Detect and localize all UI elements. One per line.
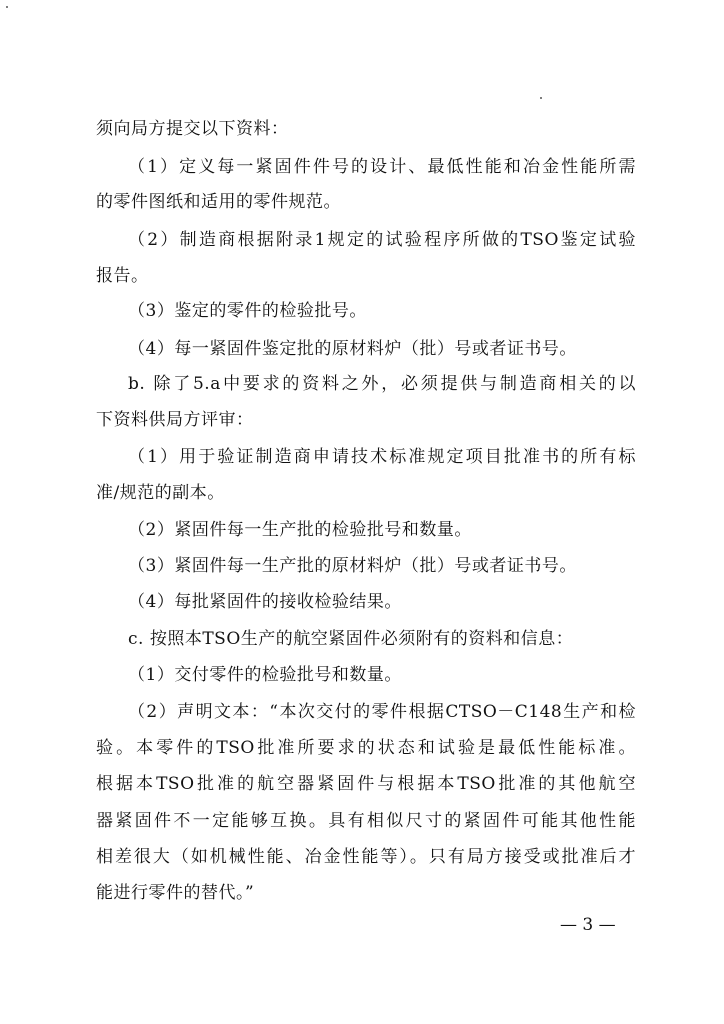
text-line-4: （2）制造商根据附录1规定的试验程序所做的TSO鉴定试验: [128, 230, 636, 250]
text-line-6: （3）鉴定的零件的检验批号。: [128, 301, 367, 321]
text-line-15: c. 按照本TSO生产的航空紧固件必须附有的资料和信息：: [128, 629, 574, 649]
text-line-18: 验。本零件的TSO批准所要求的状态和试验是最低性能标准。: [96, 738, 636, 758]
text-line-17: （2）声明文本：“本次交付的零件根据CTSO－C148生产和检: [128, 702, 636, 722]
text-line-7: （4）每一紧固件鉴定批的原材料炉（批）号或者证书号。: [128, 339, 577, 359]
page-number: — 3 —: [560, 915, 616, 935]
text-line-19: 根据本TSO批准的航空器紧固件与根据本TSO批准的其他航空: [96, 774, 636, 794]
text-line-11: 准/规范的副本。: [96, 483, 225, 503]
text-line-12: （2）紧固件每一生产批的检验批号和数量。: [128, 520, 472, 540]
scan-artifact: [6, 6, 8, 8]
text-line-8: b. 除了5.a中要求的资料之外，必须提供与制造商相关的以: [128, 374, 636, 394]
text-line-5: 报告。: [96, 266, 149, 286]
text-line-16: （1）交付零件的检验批号和数量。: [128, 665, 402, 685]
text-line-10: （1）用于验证制造商申请技术标准规定项目批准书的所有标: [128, 447, 636, 467]
text-line-21: 相差很大（如机械性能、冶金性能等）。只有局方接受或批准后才: [96, 847, 636, 867]
text-line-2: （1）定义每一紧固件件号的设计、最低性能和冶金性能所需: [128, 157, 636, 177]
text-line-3: 的零件图纸和适用的零件规范。: [96, 192, 341, 212]
text-line-13: （3）紧固件每一生产批的原材料炉（批）号或者证书号。: [128, 556, 577, 576]
text-line-20: 器紧固件不一定能够互换。具有相似尺寸的紧固件可能其他性能: [96, 811, 636, 831]
text-line-1: 须向局方提交以下资料：: [96, 119, 289, 139]
scan-artifact: [540, 97, 542, 99]
text-line-14: （4）每批紧固件的接收检验结果。: [128, 592, 402, 612]
text-line-9: 下资料供局方评审：: [96, 410, 254, 430]
text-line-22: 能进行零件的替代。”: [96, 883, 255, 903]
